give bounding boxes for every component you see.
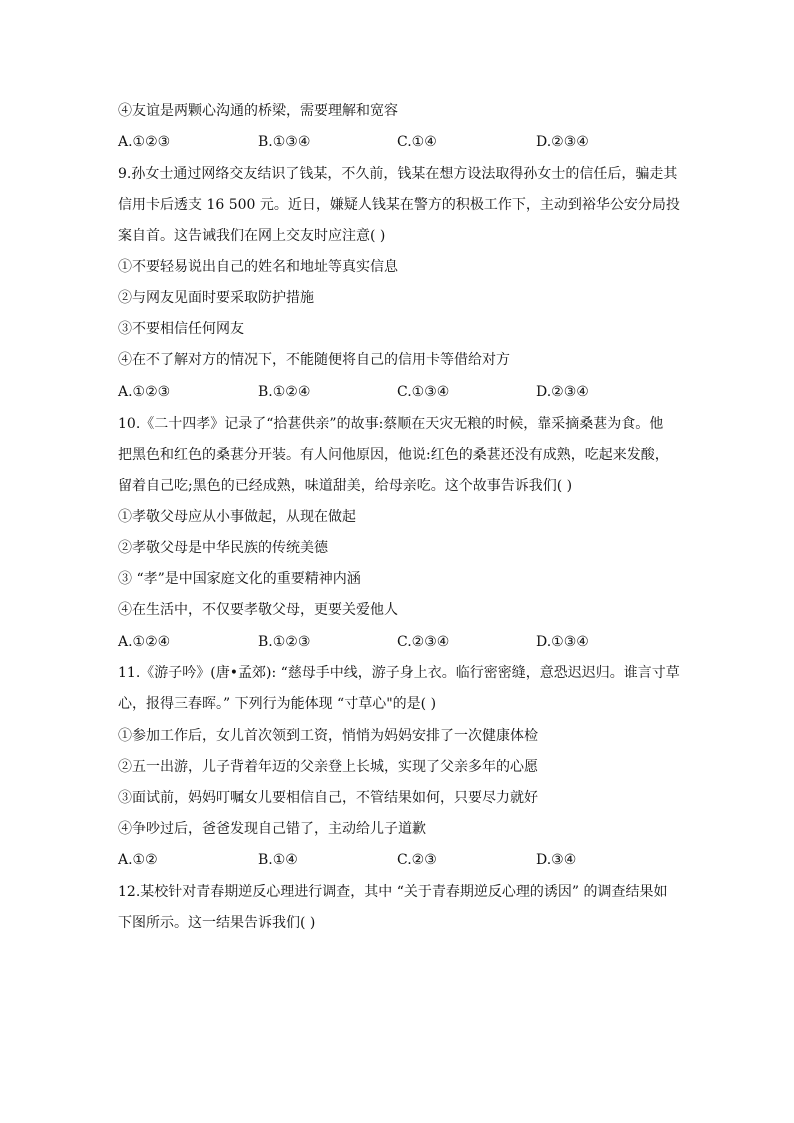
q8-option-a: A.①②③ (118, 134, 171, 150)
q10-item-4: ④在生活中，不仅要孝敬父母，更要关爱他人 (118, 602, 398, 618)
q11-options (118, 850, 678, 870)
q9-stem-line-1: 9.孙女士通过网络交友结识了钱某，不久前，钱某在想方设法取得孙女士的信任后，骗走其 (118, 166, 678, 182)
q11-option-b: B.①④ (258, 852, 298, 868)
q10-stem-line-1: 10.《二十四孝》记录了“拾葚供亲”的故事:蔡顺在天灾无粮的时候，靠采摘桑葚为食。他 (118, 416, 664, 432)
q9-item-2: ②与网友见面时要采取防护措施 (118, 290, 314, 306)
q11-item-2: ②五一出游，儿子背着年迈的父亲登上长城，实现了父亲多年的心愿 (118, 759, 538, 775)
q10-item-3: ③ “孝”是中国家庭文化的重要精神内涵 (118, 571, 361, 587)
q11-option-a: A.①② (118, 852, 158, 868)
q12-stem-line-2: 下图所示。这一结果告诉我们( ) (118, 915, 316, 931)
q9-option-b: B.①②④ (258, 384, 311, 400)
q9-stem-line-3: 案自首。这告诫我们在网上交友时应注意( ) (118, 228, 386, 244)
q8-option-c: C.①④ (397, 134, 437, 150)
q8-option-d: D.②③④ (536, 134, 589, 150)
q11-item-3: ③面试前，妈妈叮嘱女儿要相信自己，不管结果如何，只要尽力就好 (118, 790, 538, 806)
q10-item-2: ②孝敬父母是中华民族的传统美德 (118, 540, 328, 556)
q8-option-b: B.①③④ (258, 134, 311, 150)
q9-item-1: ①不要轻易说出自己的姓名和地址等真实信息 (118, 259, 398, 275)
q10-item-1: ①孝敬父母应从小事做起，从现在做起 (118, 509, 356, 525)
q9-option-a: A.①②③ (118, 384, 171, 400)
q10-option-d: D.①③④ (536, 634, 589, 650)
q11-stem-line-1: 11.《游子吟》(唐•孟郊): “慈母手中线，游子身上衣。临行密密缝，意恐迟迟归。谁言寸草 (118, 665, 680, 681)
q11-item-1: ①参加工作后，女儿首次领到工资，悄悄为妈妈安排了一次健康体检 (118, 728, 538, 744)
q9-options (118, 382, 678, 402)
q11-item-4: ④争吵过后，爸爸发现自己错了，主动给儿子道歉 (118, 821, 426, 837)
q11-stem-line-2: 心，报得三春晖。” 下列行为能体现 “寸草心"的是( ) (118, 696, 437, 712)
q10-stem-line-2: 把黑色和红色的桑葚分开装。有人问他原因，他说:红色的桑葚还没有成熟，吃起来发酸， (118, 447, 669, 463)
q8-item-4: ④友谊是两颗心沟通的桥梁，需要理解和宽容 (118, 103, 398, 119)
q11-option-d: D.③④ (536, 852, 577, 868)
q12-stem-line-1: 12.某校针对青春期逆反心理进行调查，其中 “关于青春期逆反心理的诱因” 的调查结果如 (118, 884, 668, 900)
q9-option-d: D.②③④ (536, 384, 589, 400)
q9-item-3: ③不要相信任何网友 (118, 321, 244, 337)
q10-option-a: A.①②④ (118, 634, 171, 650)
q9-option-c: C.①③④ (397, 384, 450, 400)
q8-options (118, 132, 678, 152)
q10-stem-line-3: 留着自己吃;黑色的已经成熟，味道甜美，给母亲吃。这个故事告诉我们( ) (118, 478, 573, 494)
q10-option-c: C.②③④ (397, 634, 450, 650)
q9-item-4: ④在不了解对方的情况下，不能随便将自己的信用卡等借给对方 (118, 352, 510, 368)
q11-option-c: C.②③ (397, 852, 437, 868)
q10-option-b: B.①②③ (258, 634, 311, 650)
q9-stem-line-2: 信用卡后透支 16 500 元。近日，嫌疑人钱某在警方的积极工作下，主动到裕华公安分局投 (118, 197, 680, 213)
q10-options (118, 632, 678, 652)
